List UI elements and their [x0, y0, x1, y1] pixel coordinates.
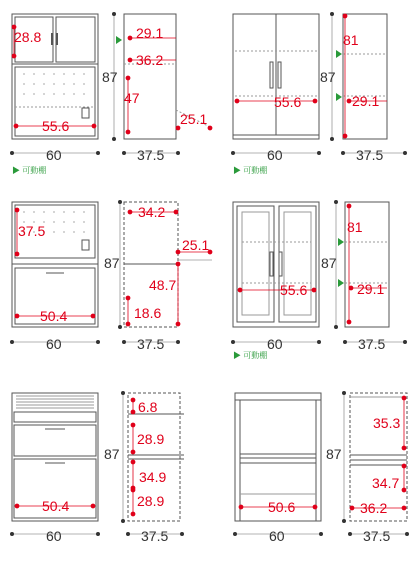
unit-3-side-value-2: 25.1	[182, 237, 210, 253]
unit-2-front-view	[233, 14, 319, 139]
unit-5-side-value-3: 34.9	[139, 469, 167, 485]
unit-3-side-value-3: 48.7	[149, 277, 177, 293]
unit-2-front-value-1: 55.6	[274, 94, 302, 110]
unit-2-side-value-1: 81	[343, 32, 359, 48]
unit-4-front-view	[233, 202, 319, 327]
unit-5	[10, 391, 184, 544]
unit-1-side-value-2: 36.2	[136, 52, 164, 68]
unit-5-side-value-1: 6.8	[138, 399, 158, 415]
unit-4-movable-shelf-note: ▶ 可動棚	[233, 351, 268, 360]
unit-2-shelf-marker-1	[336, 50, 342, 58]
unit-3-front-value-1: 37.5	[18, 223, 46, 239]
unit-2-side-value-2: 29.1	[352, 93, 380, 109]
unit-6-side-guides	[350, 396, 406, 510]
unit-1-front-value-1: 28.8	[14, 29, 42, 45]
unit-5-height-dim	[121, 391, 125, 523]
unit-3	[10, 200, 212, 352]
unit-1-side-value-3: 47	[124, 90, 140, 106]
unit-2-height-label: 87	[320, 69, 336, 85]
unit-4	[231, 200, 407, 360]
unit-4-side-value-2: 29.1	[357, 281, 385, 297]
unit-2-shelf-marker-2	[336, 93, 342, 101]
unit-6-height-label: 87	[326, 446, 342, 462]
unit-3-side-value-4: 18.6	[134, 305, 162, 321]
unit-2-depth-label: 37.5	[356, 147, 384, 163]
unit-1-shelf-marker	[116, 36, 122, 44]
unit-3-depth-label: 37.5	[137, 336, 165, 352]
unit-6	[233, 391, 409, 544]
unit-3-side-value-1: 34.2	[138, 204, 166, 220]
unit-4-width-label: 60	[267, 336, 283, 352]
unit-6-height-dim	[342, 391, 346, 523]
unit-2	[231, 12, 407, 175]
unit-4-height-label: 87	[321, 255, 337, 271]
unit-5-front-value-1: 50.4	[42, 498, 70, 514]
unit-1-movable-shelf-note: ▶ 可動棚	[12, 166, 47, 175]
unit-1-pegboard	[23, 73, 85, 95]
unit-4-front-value-1: 55.6	[280, 282, 308, 298]
unit-6-width-label: 60	[269, 528, 285, 544]
unit-2-width-label: 60	[267, 147, 283, 163]
unit-6-side-value-3: 36.2	[360, 500, 388, 516]
unit-1-width-label: 60	[46, 147, 62, 163]
unit-5-side-value-4: 28.9	[137, 493, 165, 509]
unit-6-side-value-2: 34.7	[372, 475, 400, 491]
unit-1-front-value-2: 55.6	[42, 118, 70, 134]
unit-1-depth-label: 37.5	[137, 147, 165, 163]
unit-6-side-value-1: 35.3	[373, 415, 401, 431]
unit-1-side-value-1: 29.1	[136, 25, 164, 41]
unit-1-height-label: 87	[102, 69, 118, 85]
unit-5-side-guides	[131, 398, 135, 516]
unit-5-depth-label: 37.5	[141, 528, 169, 544]
unit-3-width-label: 60	[46, 336, 62, 352]
unit-4-shelf-marker-2	[338, 279, 344, 287]
unit-5-side-value-2: 28.9	[137, 431, 165, 447]
unit-4-side-value-1: 81	[347, 219, 363, 235]
unit-4-depth-label: 37.5	[358, 336, 386, 352]
unit-1	[10, 12, 212, 175]
unit-4-shelf-marker-1	[338, 238, 344, 246]
unit-3-front-value-2: 50.4	[40, 308, 68, 324]
unit-6-depth-label: 37.5	[363, 528, 391, 544]
unit-5-width-label: 60	[46, 528, 62, 544]
unit-3-height-label: 87	[104, 255, 120, 271]
unit-2-movable-shelf-note: ▶ 可動棚	[233, 166, 268, 175]
unit-5-height-label: 87	[104, 446, 120, 462]
unit-6-front-value-1: 50.6	[268, 499, 296, 515]
unit-1-side-value-4: 25.1	[180, 111, 208, 127]
